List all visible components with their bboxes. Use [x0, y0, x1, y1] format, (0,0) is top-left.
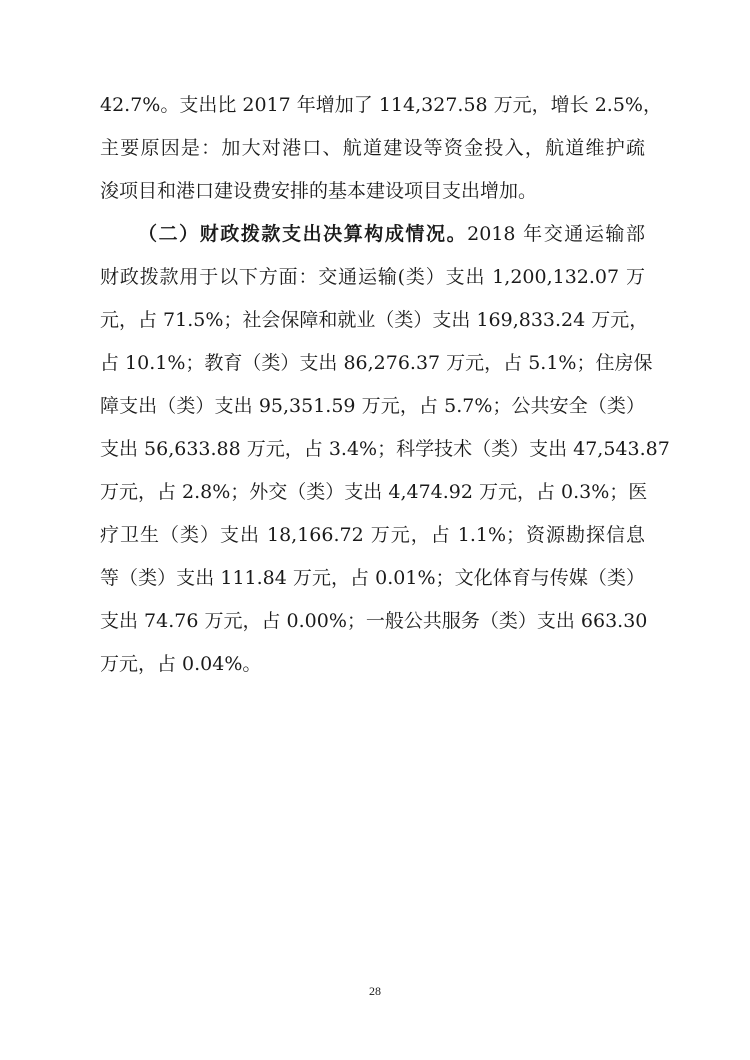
text-line: 主要原因是：加大对港口、航道建设等资金投入，航道维护疏 — [100, 137, 645, 159]
text-line: 支出 56,633.88 万元，占 3.4%；科学技术（类）支出 47,543.87 — [100, 438, 670, 460]
text-line: 42.7%。支出比 2017 年增加了 114,327.58 万元，增长 2.5%， — [100, 94, 662, 116]
text-line: 等（类）支出 111.84 万元，占 0.01%；文化体育与传媒（类） — [100, 567, 645, 589]
text-line: 财政拨款用于以下方面：交通运输(类）支出 1,200,132.07 万 — [100, 266, 645, 288]
text-line: 元，占 71.5%；社会保障和就业（类）支出 169,833.24 万元， — [100, 309, 649, 331]
text-line: 疗卫生（类）支出 18,166.72 万元，占 1.1%；资源勘探信息 — [100, 524, 645, 546]
text-line: 万元，占 2.8%；外交（类）支出 4,474.92 万元，占 0.3%；医 — [100, 481, 648, 503]
page-number: 28 — [369, 984, 381, 998]
section-heading-line — [100, 213, 645, 256]
text-line: 支出 74.76 万元，占 0.00%；一般公共服务（类）支出 663.30 — [100, 610, 648, 632]
text-line: 浚项目和港口建设费安排的基本建设项目支出增加。 — [100, 180, 538, 202]
text-line: 万元，占 0.04%。 — [100, 653, 262, 675]
heading-line-text: 2018 年交通运输部 — [467, 223, 645, 245]
section-heading: （二）财政拨款支出决算构成情况。 — [138, 223, 468, 245]
body-text — [100, 84, 670, 686]
text-line: 障支出（类）支出 95,351.59 万元，占 5.7%；公共安全（类） — [100, 395, 645, 417]
text-line: 占 10.1%；教育（类）支出 86,276.37 万元，占 5.1%；住房保 — [100, 352, 653, 374]
